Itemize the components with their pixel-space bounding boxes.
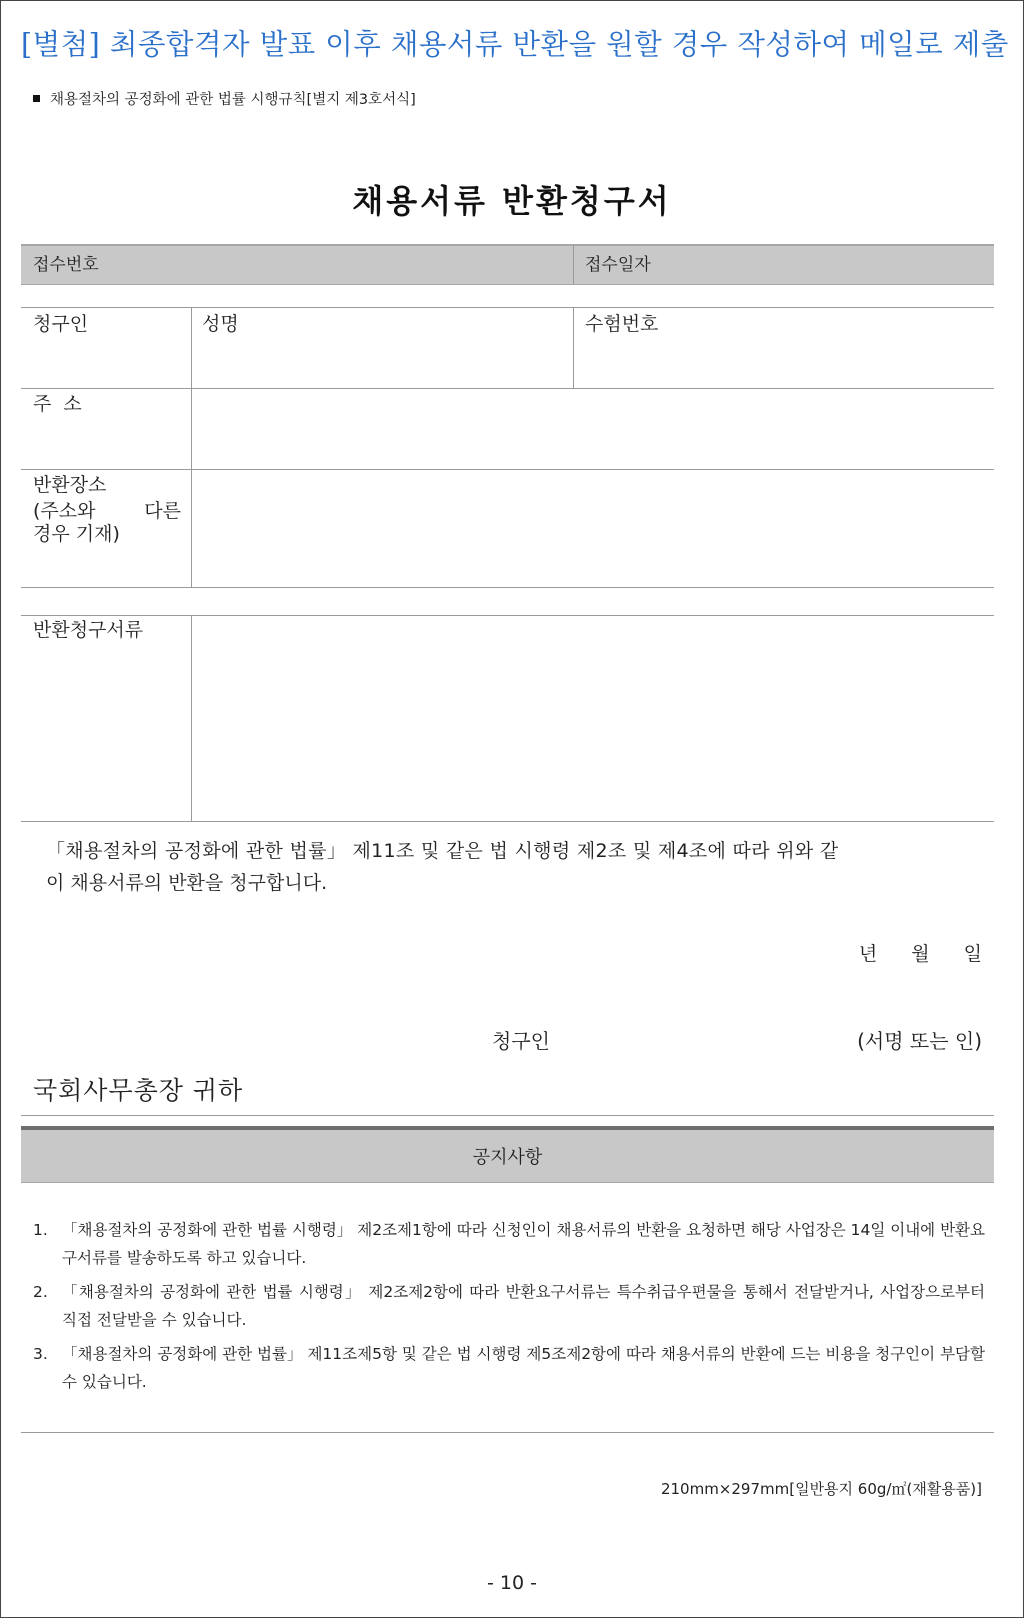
table-column-rule [191, 615, 192, 821]
return-place-note: (주소와 다른 [33, 500, 181, 522]
recipient-line: 국회사무총장 귀하 [33, 1076, 244, 1105]
table-rule [21, 615, 994, 616]
return-place-label: 반환장소 [33, 474, 107, 496]
statement-line: 「채용절차의 공정화에 관한 법률」 제11조 및 같은 법 시행령 제2조 및 제4조에 따라 위와 같 [46, 840, 839, 862]
date-line: 년 월 일 [858, 943, 982, 965]
table-rule [21, 587, 994, 588]
notice-item-text: 「채용절차의 공정화에 관한 법률」 제11조제5항 및 같은 법 시행령 제5조제2항에 따라 채용서류의 반환에 드는 비용을 청구인이 부담할 수 있습니다. [62, 1345, 985, 1391]
notice-item-number: 3. [33, 1345, 48, 1363]
return-place-note: 경우 기재) [33, 523, 120, 545]
documents-field-label: 반환청구서류 [33, 619, 144, 641]
receipt-bar [21, 244, 994, 285]
form-reference-text: 채용절차의 공정화에 관한 법률 시행규칙[별지 제3호서식] [50, 92, 416, 108]
table-column-rule [573, 307, 574, 388]
receipt-number-label: 접수번호 [33, 255, 99, 275]
table-rule [21, 307, 994, 308]
paper-specification: 210mm×297mm[일반용지 60g/㎡(재활용품)] [660, 1480, 982, 1498]
exam-number-field-label: 수험번호 [585, 313, 659, 335]
signature-method-label: (서명 또는 인) [857, 1029, 982, 1053]
table-rule [21, 469, 994, 470]
table-rule [21, 388, 994, 389]
notice-item-number: 1. [33, 1221, 48, 1239]
receipt-divider [573, 246, 574, 284]
notice-title: 공지사항 [472, 1147, 543, 1168]
notice-bar [21, 1126, 994, 1183]
receipt-date-label: 접수일자 [585, 255, 651, 275]
table-rule [21, 821, 994, 822]
notice-item-text: 「채용절차의 공정화에 관한 법률 시행령」 제2조제2항에 따라 반환요구서류는 특수취급우편물을 통해서 전달받거나, 사업장으로부터 직접 전달받을 수 있습니다. [62, 1283, 985, 1329]
page-number: - 10 - [487, 1572, 537, 1594]
table-column-rule [191, 307, 192, 587]
address-field-label: 주 소 [33, 393, 82, 415]
name-field-label: 성명 [202, 313, 239, 335]
notice-bottom-rule [21, 1432, 994, 1433]
recipient-rule [21, 1115, 994, 1116]
claimant-label: 청구인 [33, 313, 89, 335]
notice-item [33, 1278, 985, 1334]
notice-item-text: 「채용절차의 공정화에 관한 법률 시행령」 제2조제1항에 따라 신청인이 채용서류의 반환을 요청하면 해당 사업장은 14일 이내에 반환요구서류를 발송하도록 하고 있습니다. [62, 1221, 985, 1267]
statement-line: 이 채용서류의 반환을 청구합니다. [46, 872, 328, 894]
form-reference [33, 88, 416, 109]
notice-item [33, 1340, 985, 1396]
attachment-note: [별첨] 최종합격자 발표 이후 채용서류 반환을 원할 경우 작성하여 메일로 제출 [21, 28, 1009, 61]
notice-item [33, 1216, 985, 1272]
notice-list [33, 1216, 985, 1402]
signature-claimant-label: 청구인 [492, 1029, 550, 1053]
notice-item-number: 2. [33, 1283, 48, 1301]
document-title: 채용서류 반환청구서 [352, 182, 672, 220]
bullet-square-icon [33, 95, 40, 102]
